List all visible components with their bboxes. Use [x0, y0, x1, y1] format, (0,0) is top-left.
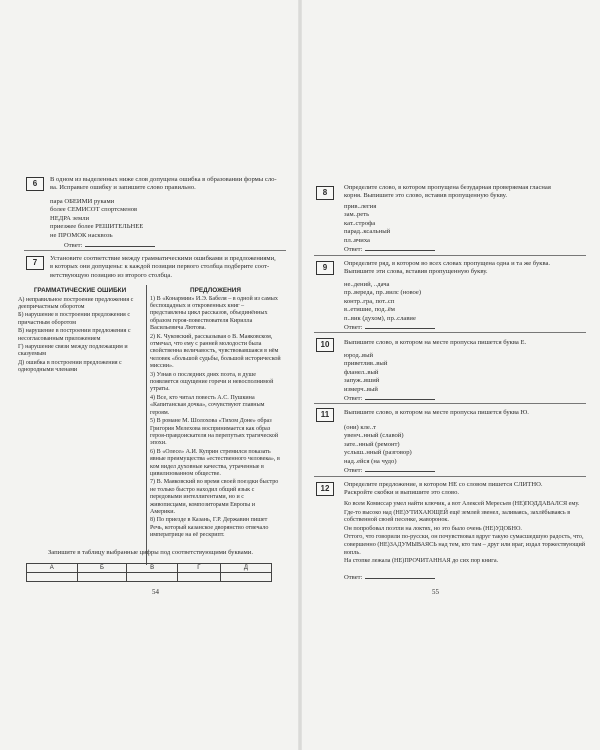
page-number: 54: [152, 588, 159, 596]
q6-word: НЕДРА земли: [50, 214, 90, 222]
q10-text-line: Выпишите слово, в котором на месте пропуска пишется буква Е.: [344, 339, 527, 346]
q8-word: пл..вчиха: [344, 236, 370, 244]
question-number-7: 7: [26, 256, 44, 270]
answer-label: Ответ:: [344, 395, 363, 402]
q8-text-line: корня. Выпишите это слово, вставив пропущенную букву.: [344, 192, 507, 200]
q11-word: услыш..нный (разговор): [344, 449, 412, 457]
q12-sentence: Он попробовал поэтли на локтях, но это было очень (НЕ)УДОБНО.: [344, 524, 522, 532]
q12-sentence-list: [344, 500, 588, 565]
q7-instructions: [50, 255, 290, 280]
sentence-item: 4) Все, кто читал повесть А.С. Пушкина «Капитанская дочка», сочувствуют главным героям.: [150, 394, 265, 416]
q9-word: в..етишие, под..ём: [344, 306, 395, 314]
q8-word: зам..реть: [344, 211, 370, 219]
q10-word: фланел..вый: [344, 368, 379, 376]
q11-word: увенч..нный (славой): [344, 432, 404, 440]
q9-answer: [344, 322, 435, 331]
q9-word: контр..гра, пот..сп: [344, 297, 395, 305]
answer-cell[interactable]: [177, 573, 220, 582]
q9-word: не..дений, ..дача: [344, 281, 390, 288]
errors-column: [18, 287, 142, 376]
question-number-6: 6: [26, 177, 44, 191]
q11-instructions: [344, 409, 588, 417]
error-item: Д) ошибка в построении предложения с однородными членами: [18, 359, 122, 374]
answer-label: Ответ:: [344, 324, 363, 331]
q6-instructions: [50, 176, 286, 193]
question-number-9: 9: [316, 261, 334, 275]
q7-text-line: ветствующую позицию из второго столбца.: [50, 271, 173, 279]
answer-cell[interactable]: [127, 573, 178, 582]
q8-word: парад..ксальный: [344, 228, 391, 236]
q11-word-list: [344, 424, 412, 466]
q9-text-line: Выпишите эти слова, вставив пропущенную букву.: [344, 268, 488, 276]
q12-sentence: Оттого, что говорили по-русски, он почувствовал вдруг такую сумасшедшую радость, что, совершенно (НЕ)ЗАДУМЫВАЯСЬ над тем, кто там – друг или враг, издал торжествующий вопль.: [344, 533, 586, 556]
answer-table-header: В: [127, 564, 178, 573]
answer-label: Ответ:: [344, 574, 363, 581]
q6-word: приезжее более РЕШИТЕЛЬНЕЕ: [50, 223, 144, 231]
question-number-8: 8: [316, 186, 334, 200]
q7-text-line: в которых они допущены: к каждой позиции первого столбца подберите соот-: [50, 263, 270, 271]
q11-word: (они) кле..т: [344, 424, 376, 431]
q10-word: измерч..вый: [344, 385, 378, 393]
q8-text-line: Определите слово, в котором пропущена безударная проверяемая гласная: [344, 184, 551, 191]
q9-instructions: [344, 260, 588, 277]
sentences-column: [150, 287, 281, 541]
q10-word: юрод..вый: [344, 352, 374, 359]
q9-word-list: [344, 281, 421, 323]
answer-cell[interactable]: [77, 573, 127, 582]
answer-field[interactable]: [365, 465, 435, 472]
answer-table-header: Д: [220, 564, 271, 573]
q12-text-line: Раскройте скобки и выпишите это слово.: [344, 489, 460, 497]
q9-word: п..вик (духом), пр..славие: [344, 314, 416, 322]
question-number-10: 10: [316, 338, 334, 352]
divider: [314, 403, 586, 404]
answer-label: Ответ:: [64, 242, 83, 249]
error-item: Б) нарушение в построении предложения с причастным оборотом: [18, 312, 131, 326]
divider: [24, 250, 286, 251]
divider: [314, 476, 586, 477]
answer-field[interactable]: [365, 572, 435, 579]
answer-field[interactable]: [365, 322, 435, 329]
q9-text-line: Определите ряд, в котором во всех словах пропущена одна и та же буква.: [344, 260, 551, 267]
table-caption: Запишите в таблицу выбранные цифры под соответствующими буквами.: [48, 549, 253, 556]
sentence-item: 3) Узнав о последних днях поэта, в душе появляется ощущение горечи и невосполнимой утраты.: [150, 371, 274, 393]
answer-cell[interactable]: [27, 573, 78, 582]
error-item: В) нарушение в построении предложения с несогласованным приложением: [18, 328, 131, 342]
error-item: Г) нарушение связи между подлежащим и сказуемым: [18, 344, 128, 358]
q10-word-list: [344, 352, 387, 394]
column-divider: [146, 285, 147, 565]
page-number: 55: [432, 588, 439, 596]
q11-word: зате..нный (ремонт): [344, 440, 400, 448]
sentence-item: 1) В «Конармии» И.Э. Бабеля – в одной из самых беспощадных и откровенных книг – представлены цикл рассказов, объединённых образом героя-повествователя Кирилла Васильевича Лютова.: [150, 295, 278, 332]
q12-sentence: Ко всем Комиссар умел найти ключик, а вот Алексей Мересьев (НЕ)ПОДДАВАЛСЯ ему.: [344, 500, 580, 507]
answer-field[interactable]: [365, 244, 435, 251]
question-number-12: 12: [316, 482, 334, 496]
sentence-item: 8) По приезде в Казань, Г.Р. Державин пишет Речь, который казанское дворянство отвечало императрице на её рескрипт.: [150, 517, 269, 539]
answer-table-header: Г: [177, 564, 220, 573]
q6-word-list: [50, 198, 143, 240]
q7-text-line: Установите соответствие между грамматическими ошибками и предложениями,: [50, 255, 276, 262]
q11-text-line: Выпишите слово, в котором на месте пропуска пишется буква Ю.: [344, 409, 529, 416]
q9-word: пр..вереда, пр..вилс (новое): [344, 289, 422, 297]
error-item: А) неправильное построение предложения с деепричастным оборотом: [18, 296, 134, 310]
q12-instructions: [344, 481, 588, 498]
q8-word: кат..строфа: [344, 219, 376, 227]
q10-word: запуж..вший: [344, 377, 380, 385]
q8-instructions: [344, 184, 588, 201]
answer-field[interactable]: [365, 393, 435, 400]
answer-label: Ответ:: [344, 467, 363, 474]
sentence-item: 5) В романе М. Шолохова «Тихом Доне» образ Григория Мелехова воспринимается как образ героя-правдоискателя на перепутьях трагической эпохи.: [150, 418, 279, 447]
sentence-item: 7) В. Маяковский во время своей поездки быстро не только быстро находил общий язык с передовыми интеллигентами, но и с живописцами, композиторами Европы и Америки.: [150, 479, 279, 515]
answer-label: Ответ:: [344, 246, 363, 253]
errors-column-title: ГРАММАТИЧЕСКИЕ ОШИБКИ: [33, 287, 127, 294]
q12-sentence: Где-то высоко над (НЕ)УТИХАЮЩЕЙ ещё землей звенел, заливаясь, захлёбываясь в собственной своей песенке, жаворонок.: [344, 508, 571, 524]
q10-word: приветлив..вый: [344, 360, 388, 368]
answer-field[interactable]: [85, 240, 155, 247]
sentences-column-title: ПРЕДЛОЖЕНИЯ: [190, 287, 241, 294]
sentence-item: 2) К. Чуковский, рассказывая о В. Маяковском, отмечал, что ему с ранней молодости была свойственна величавость, чувствовавшаяся в нём человек «большой судьбы, большой исторической миссии».: [150, 333, 281, 370]
q12-text-line: Определите предложение, в котором НЕ со словом пишется СЛИТНО.: [344, 481, 543, 488]
q8-answer: [344, 244, 435, 253]
q10-instructions: [344, 339, 588, 347]
q6-text-line: В одном из выделенных ниже слов допущена ошибка в образовании формы сло-: [50, 176, 277, 183]
q11-word: над..ейся (на чудо): [344, 457, 397, 465]
q6-word: более СЕМИСОТ спортсменов: [50, 206, 138, 214]
answer-table: [26, 563, 272, 582]
q8-word: прив..легия: [344, 203, 377, 210]
q6-word: пара ОБЕИМИ руками: [50, 198, 115, 205]
answer-table-header: А: [27, 564, 78, 573]
answer-cell[interactable]: [220, 573, 271, 582]
divider: [314, 332, 586, 333]
q6-word: не ПРОМОК насквозь: [50, 231, 113, 239]
q11-answer: [344, 465, 435, 474]
answer-table-header: Б: [77, 564, 127, 573]
q10-answer: [344, 393, 435, 402]
sentence-item: 6) В «Олесе» А.И. Куприн стремился показать явные преимущества «естественного человека», в ком видел духовные качества, утраченные в цивилизованном обществе.: [150, 448, 280, 477]
q12-sentence: На стопке лежала (НЕ)ПРОЧИТАННАЯ до сих пор книга.: [344, 557, 499, 565]
q12-answer: [344, 572, 435, 581]
q6-answer: [64, 240, 155, 249]
right-page: [300, 0, 600, 750]
divider: [314, 255, 586, 256]
q8-word-list: [344, 203, 390, 245]
question-number-11: 11: [316, 408, 334, 422]
q6-text-line: ва. Исправьте ошибку и запишите слово правильно.: [50, 184, 196, 192]
